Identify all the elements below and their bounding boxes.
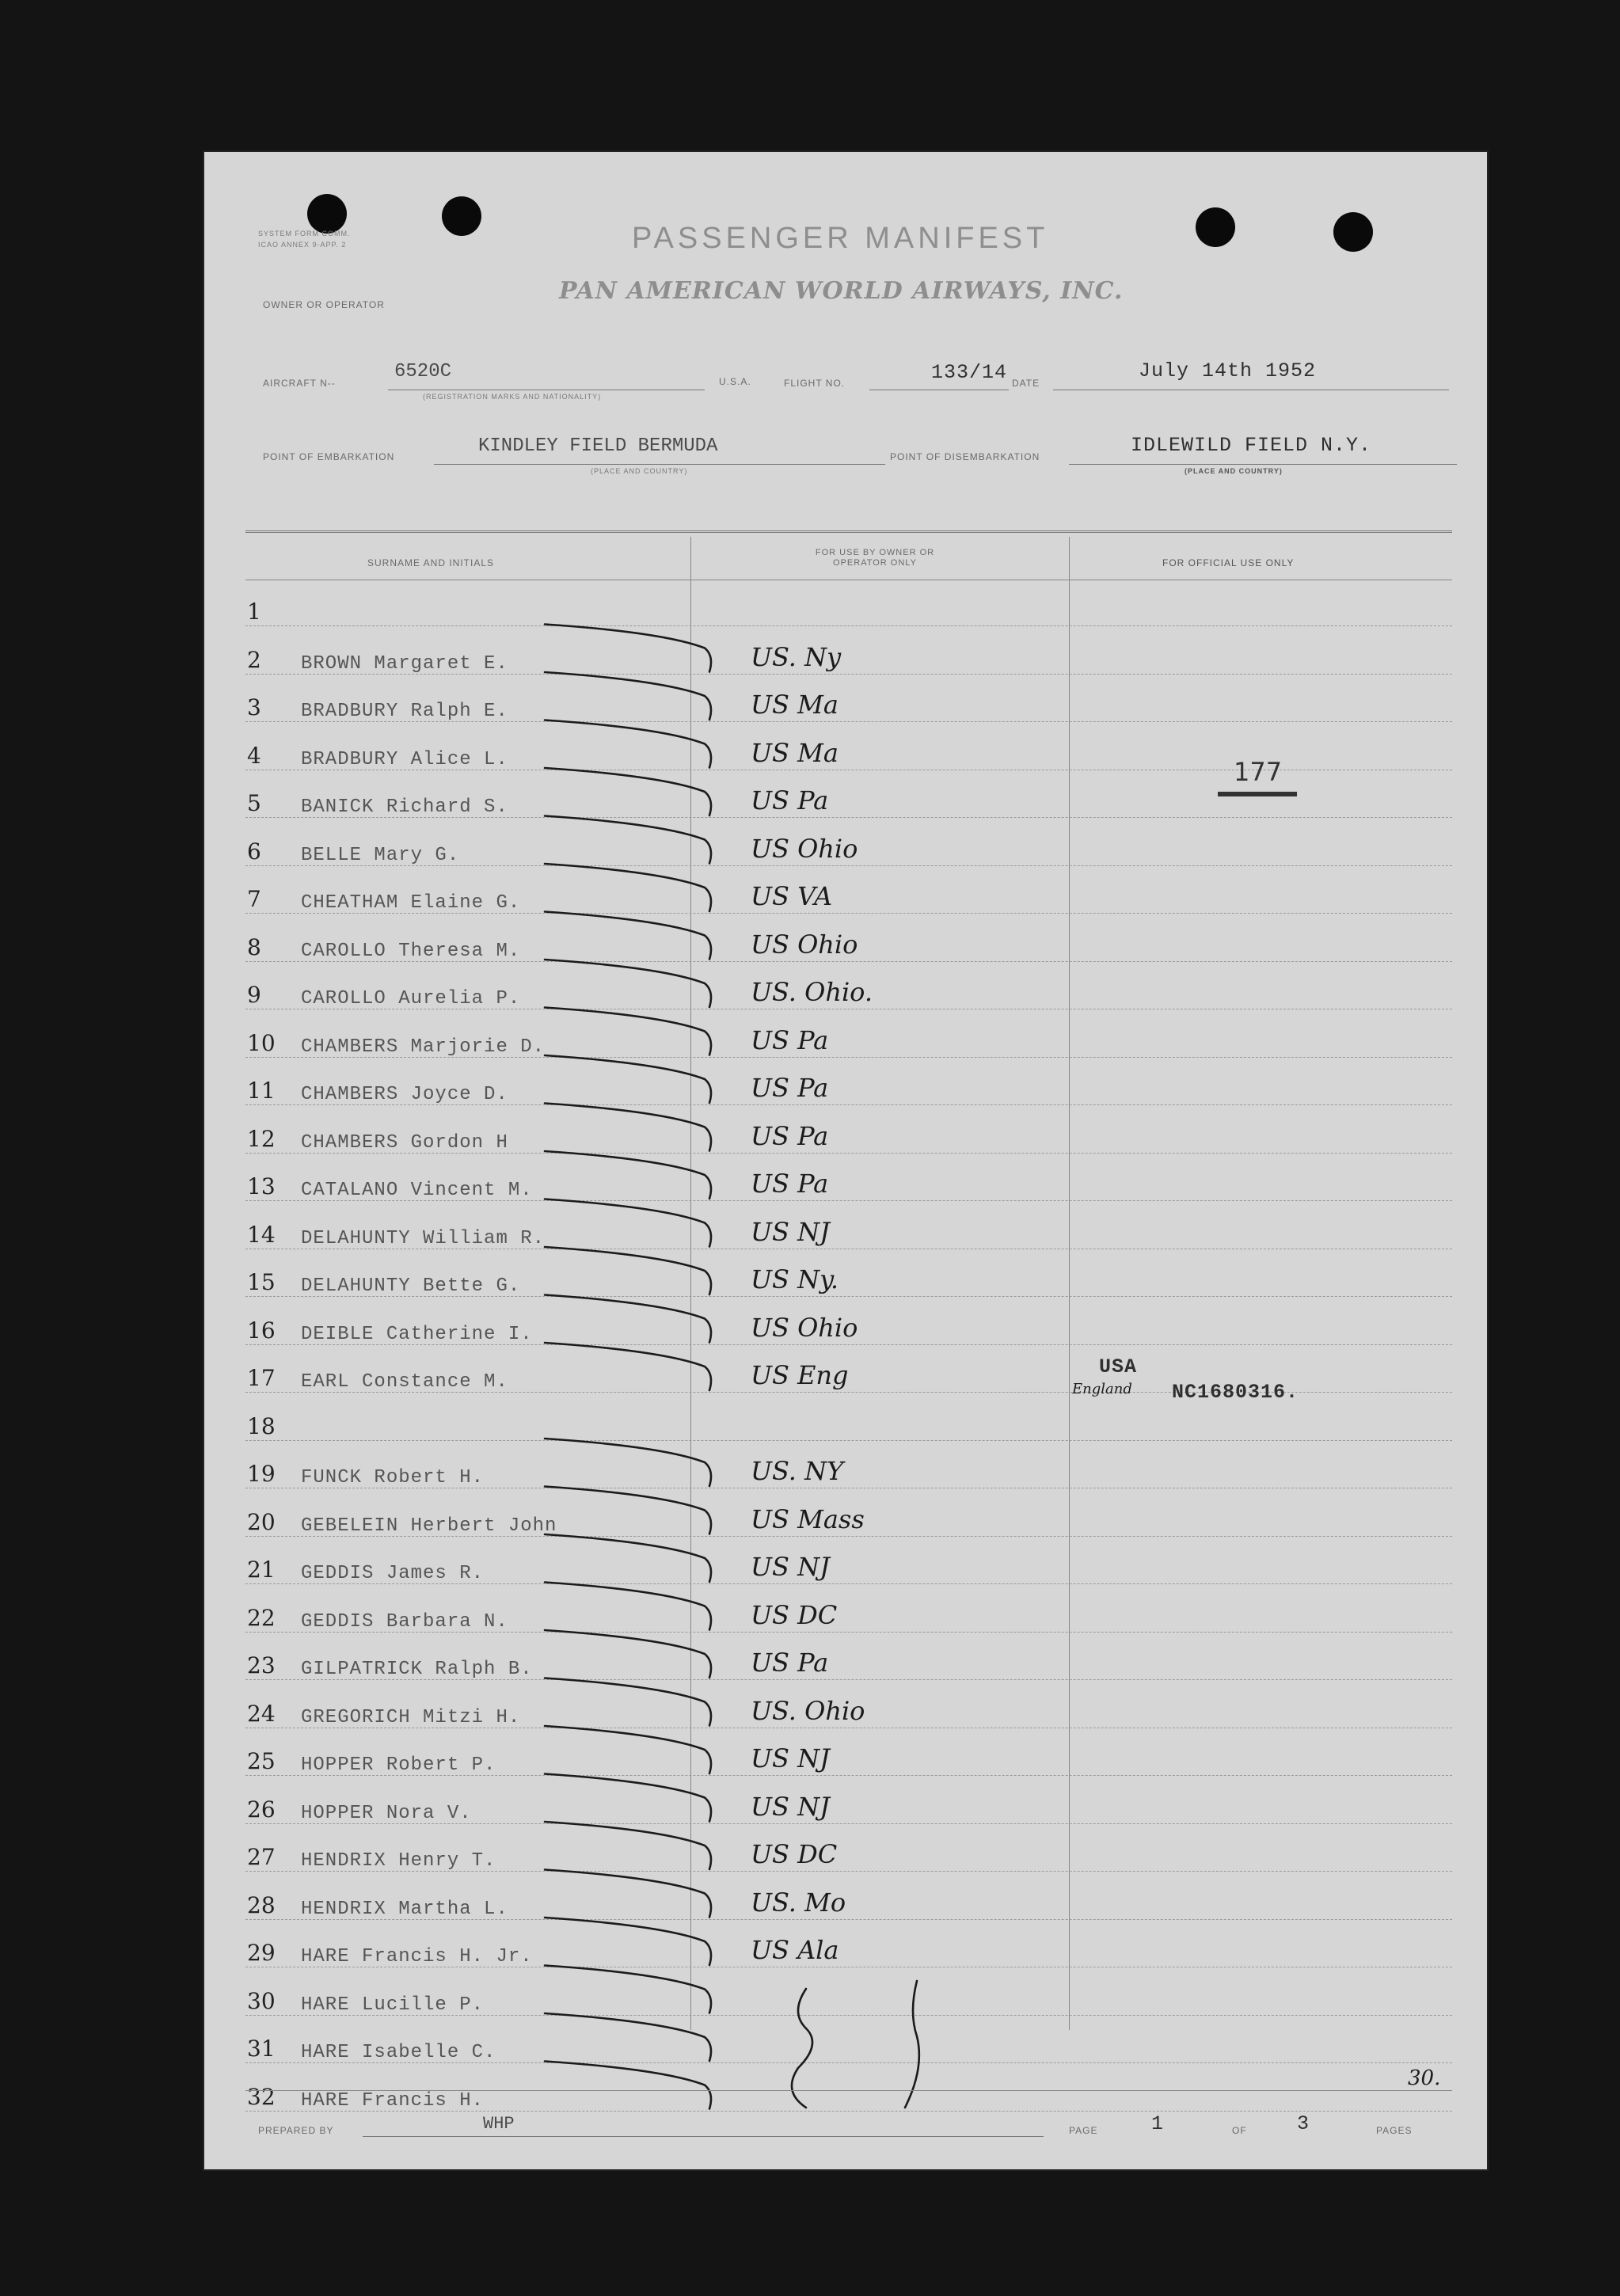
embark-label: POINT OF EMBARKATION <box>263 451 395 462</box>
passenger-name: DELAHUNTY Bette G. <box>301 1275 521 1297</box>
passenger-origin: US Ohio <box>751 1312 858 1343</box>
passenger-origin: US. Ohio <box>751 1695 865 1726</box>
manifest-sheet <box>204 152 1487 2169</box>
check-mark <box>545 1583 711 1630</box>
flight-value: 133/14 <box>931 361 1008 384</box>
check-mark <box>545 1918 711 1965</box>
check-mark <box>545 1247 711 1294</box>
corner-mark: 30. <box>1408 2066 1441 2090</box>
check-mark <box>545 816 711 864</box>
of-label: OF <box>1232 2125 1247 2136</box>
row-number: 9 <box>247 982 261 1008</box>
passenger-origin: US DC <box>751 1839 838 1869</box>
passenger-name: CHEATHAM Elaine G. <box>301 892 521 914</box>
passenger-name: CAROLLO Aurelia P. <box>301 988 521 1009</box>
passenger-name: DEIBLE Catherine I. <box>301 1323 533 1345</box>
row-number: 19 <box>247 1461 276 1487</box>
passenger-origin: US Pa <box>751 1024 829 1055</box>
row-number: 5 <box>247 790 261 816</box>
row-number: 23 <box>247 1652 276 1678</box>
row17-note-top: USA <box>1099 1355 1138 1378</box>
stamp-number: 177 <box>1234 757 1283 787</box>
passenger-name: HARE Isabelle C. <box>301 2042 496 2063</box>
passenger-origin: US Ohio <box>751 929 858 960</box>
check-mark <box>545 912 711 960</box>
passenger-name: GEDDIS James R. <box>301 1563 485 1584</box>
check-mark <box>545 1534 711 1582</box>
flight-label: FLIGHT NO. <box>784 378 846 389</box>
passenger-origin: US Ohio <box>751 833 858 864</box>
row-number: 27 <box>247 1844 276 1870</box>
check-mark <box>545 2013 711 2061</box>
row-number: 12 <box>247 1125 276 1152</box>
row-number: 15 <box>247 1269 276 1295</box>
passenger-origin: US Eng <box>751 1360 849 1390</box>
row-number: 8 <box>247 933 261 960</box>
passenger-name: CHAMBERS Joyce D. <box>301 1084 508 1105</box>
disembark-label: POINT OF DISEMBARKATION <box>890 451 1040 462</box>
row-number: 13 <box>247 1173 276 1199</box>
passenger-origin: US Ma <box>751 690 839 720</box>
row-number: 32 <box>247 2083 276 2110</box>
passenger-name: CAROLLO Theresa M. <box>301 940 521 962</box>
passenger-name: HOPPER Nora V. <box>301 1802 472 1824</box>
row-number: 14 <box>247 1221 276 1248</box>
passenger-name: BANICK Richard S. <box>301 796 508 818</box>
passenger-name: CHAMBERS Marjorie D. <box>301 1036 546 1058</box>
passenger-origin: US NJ <box>751 1216 830 1247</box>
operator-name: PAN AMERICAN WORLD AIRWAYS, INC. <box>559 277 1124 305</box>
check-mark <box>545 625 711 672</box>
owner-label: OWNER OR OPERATOR <box>263 299 385 310</box>
passenger-origin: US Ala <box>751 1935 839 1965</box>
aircraft-label: AIRCRAFT N-- <box>263 378 336 389</box>
passenger-origin: US Pa <box>751 785 829 815</box>
check-mark <box>545 1199 711 1247</box>
disembark-caption: (PLACE AND COUNTRY) <box>1185 467 1283 475</box>
row-number: 31 <box>247 2036 276 2062</box>
row-number: 18 <box>247 1412 276 1439</box>
check-mark <box>545 768 711 815</box>
row-number: 6 <box>247 838 261 865</box>
row-number: 4 <box>247 742 261 769</box>
check-mark <box>545 1870 711 1918</box>
passenger-name: BRADBURY Alice L. <box>301 748 508 770</box>
row-number: 2 <box>247 646 261 673</box>
check-mark <box>545 1774 711 1822</box>
check-mark <box>545 1487 711 1534</box>
passenger-name: BROWN Margaret E. <box>301 652 508 675</box>
check-mark <box>545 1822 711 1869</box>
row-number: 22 <box>247 1604 276 1631</box>
embark-caption: (PLACE AND COUNTRY) <box>591 467 688 475</box>
check-mark <box>545 1151 711 1199</box>
page-label: PAGE <box>1069 2125 1098 2136</box>
passenger-origin: US VA <box>751 881 833 911</box>
passenger-origin: US NJ <box>751 1743 830 1773</box>
passenger-name: BRADBURY Ralph E. <box>301 701 508 722</box>
check-mark <box>545 1439 711 1486</box>
stamp-number-underline <box>1218 792 1297 796</box>
col-surname-header: SURNAME AND INITIALS <box>367 557 495 568</box>
passenger-origin: US Mass <box>751 1503 865 1534</box>
row-number: 3 <box>247 694 261 720</box>
row-number: 7 <box>247 886 261 912</box>
row-number: 10 <box>247 1029 276 1056</box>
passenger-origin: US Pa <box>751 1648 829 1678</box>
passenger-origin: US Pa <box>751 1169 829 1199</box>
of-value: 3 <box>1297 2112 1310 2135</box>
row-number: 11 <box>247 1078 276 1104</box>
check-mark <box>545 1343 711 1390</box>
prepared-by-value: WHP <box>483 2114 515 2134</box>
date-value: July 14th 1952 <box>1139 359 1317 382</box>
disembark-value: IDLEWILD FIELD N.Y. <box>1131 434 1372 457</box>
row-number: 28 <box>247 1891 276 1918</box>
passenger-origin: US. Ny <box>751 641 842 672</box>
row-number: 21 <box>247 1557 276 1583</box>
passenger-name: EARL Constance M. <box>301 1371 508 1393</box>
check-mark <box>545 720 711 768</box>
passenger-name: HOPPER Robert P. <box>301 1754 496 1776</box>
check-mark <box>545 1008 711 1055</box>
aircraft-caption: (REGISTRATION MARKS AND NATIONALITY) <box>423 393 602 401</box>
passenger-origin: US Pa <box>751 1120 829 1151</box>
aircraft-value: 6520C <box>394 361 452 382</box>
row-number: 26 <box>247 1796 276 1823</box>
passenger-origin: US NJ <box>751 1552 830 1582</box>
row-number: 20 <box>247 1508 276 1535</box>
date-label: DATE <box>1012 378 1040 389</box>
passenger-origin: US Pa <box>751 1073 829 1103</box>
check-mark <box>545 864 711 911</box>
row17-note-hand: England <box>1072 1381 1132 1397</box>
row-number: 30 <box>247 1987 276 2014</box>
handwritten-check-marks <box>204 152 1487 2169</box>
passenger-name: CATALANO Vincent M. <box>301 1180 533 1201</box>
passenger-name: DELAHUNTY William R. <box>301 1227 546 1249</box>
check-mark <box>545 1055 711 1103</box>
check-mark <box>545 960 711 1007</box>
prepared-by-label: PREPARED BY <box>258 2125 334 2136</box>
row-number: 16 <box>247 1317 276 1344</box>
passenger-name: BELLE Mary G. <box>301 844 460 866</box>
passenger-origin: US Ma <box>751 737 839 768</box>
passenger-name: FUNCK Robert H. <box>301 1467 485 1488</box>
passenger-origin: US. Ohio. <box>751 977 873 1007</box>
passenger-name: GEBELEIN Herbert John <box>301 1515 557 1537</box>
passenger-name: HARE Lucille P. <box>301 1994 485 2016</box>
col-official-header: FOR OFFICIAL USE ONLY <box>1162 557 1295 568</box>
row-number: 25 <box>247 1748 276 1774</box>
check-mark <box>545 672 711 720</box>
check-mark <box>545 1966 711 2013</box>
pages-label: PAGES <box>1376 2125 1413 2136</box>
passenger-origin: US NJ <box>751 1791 830 1822</box>
passenger-name: GREGORICH Mitzi H. <box>301 1706 521 1728</box>
embark-value: KINDLEY FIELD BERMUDA <box>478 435 718 457</box>
passenger-name: GILPATRICK Ralph B. <box>301 1659 533 1680</box>
passenger-origin: US. NY <box>751 1456 844 1486</box>
check-mark <box>545 1295 711 1343</box>
check-mark <box>545 1678 711 1726</box>
page-value: 1 <box>1151 2112 1165 2135</box>
passenger-name: CHAMBERS Gordon H <box>301 1131 508 1154</box>
row-number: 17 <box>247 1365 276 1391</box>
check-mark <box>545 1630 711 1678</box>
col-owner-header: FOR USE BY OWNER OR OPERATOR ONLY <box>815 548 935 568</box>
passenger-name: HARE Francis H. <box>301 2089 485 2112</box>
passenger-name: HARE Francis H. Jr. <box>301 1946 533 1967</box>
regulation-line-1: SYSTEM FORM COMM. <box>258 230 351 238</box>
regulation-line-2: ICAO ANNEX 9-APP. 2 <box>258 241 347 249</box>
passenger-origin: US DC <box>751 1599 838 1630</box>
passenger-name: HENDRIX Henry T. <box>301 1850 496 1872</box>
row17-passport: NC1680316. <box>1172 1381 1299 1404</box>
check-mark <box>545 2062 711 2109</box>
passenger-origin: US Ny. <box>751 1264 839 1294</box>
country-label: U.S.A. <box>719 376 751 387</box>
check-mark <box>545 1726 711 1773</box>
check-mark <box>545 1104 711 1151</box>
passenger-name: HENDRIX Martha L. <box>301 1898 508 1920</box>
row-number: 1 <box>247 599 261 625</box>
passenger-name: GEDDIS Barbara N. <box>301 1610 508 1633</box>
page-title: PASSENGER MANIFEST <box>632 222 1049 255</box>
passenger-origin: US. Mo <box>751 1887 846 1918</box>
row-number: 29 <box>247 1940 276 1966</box>
row-number: 24 <box>247 1700 276 1727</box>
